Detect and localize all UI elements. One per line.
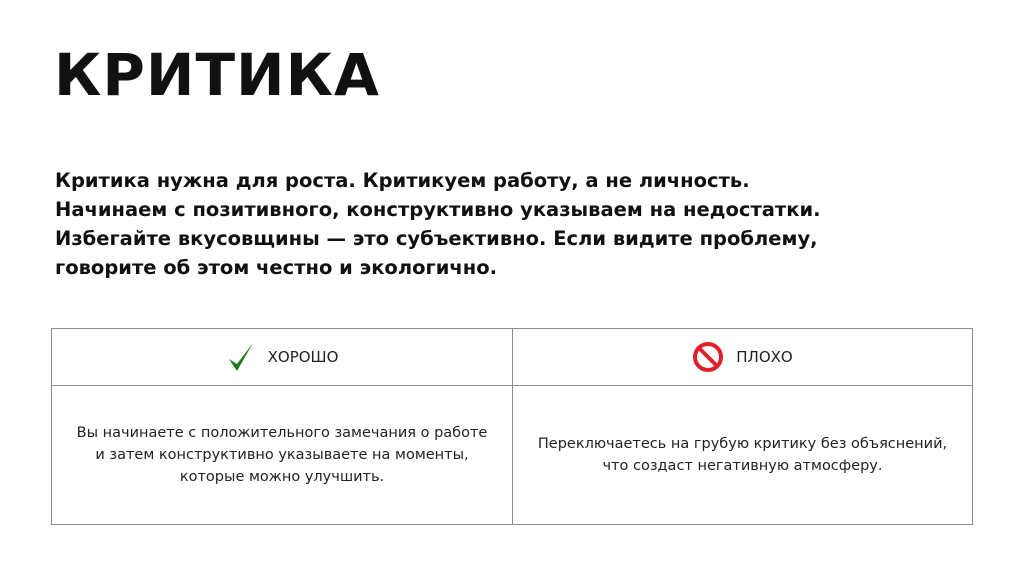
- checkmark-icon: [226, 340, 256, 374]
- bad-description-line: что создаст негативную атмосферу.: [602, 458, 883, 474]
- comparison-table: [51, 328, 973, 525]
- good-description-cell: [52, 386, 513, 524]
- good-description-line: которые можно улучшить.: [179, 469, 385, 485]
- page-title: КРИТИКА: [54, 41, 380, 109]
- good-header-cell: [52, 329, 513, 386]
- bad-description: [530, 433, 955, 477]
- lead-line: Начинаем с позитивного, конструктивно указываем на недостатки.: [55, 198, 821, 221]
- good-description-line: Вы начинаете с положительного замечания о работе: [76, 425, 488, 441]
- bad-description-cell: [513, 386, 972, 524]
- lead-line: Критика нужна для роста. Критикуем работу, а не личность.: [55, 169, 750, 192]
- lead-paragraph: [55, 166, 955, 282]
- good-label: ХОРОШО: [267, 348, 339, 366]
- bad-description-line: Переключаетесь на грубую критику без объяснений,: [537, 436, 948, 452]
- bad-header-cell: [513, 329, 972, 386]
- prohibited-icon: [692, 341, 724, 373]
- lead-line: Избегайте вкусовщины — это субъективно. Если видите проблему,: [55, 227, 818, 250]
- bad-label: ПЛОХО: [736, 348, 793, 366]
- good-description-line: и затем конструктивно указываете на моменты,: [95, 447, 469, 463]
- good-description: [69, 422, 496, 488]
- lead-line: говорите об этом честно и экологично.: [55, 256, 498, 279]
